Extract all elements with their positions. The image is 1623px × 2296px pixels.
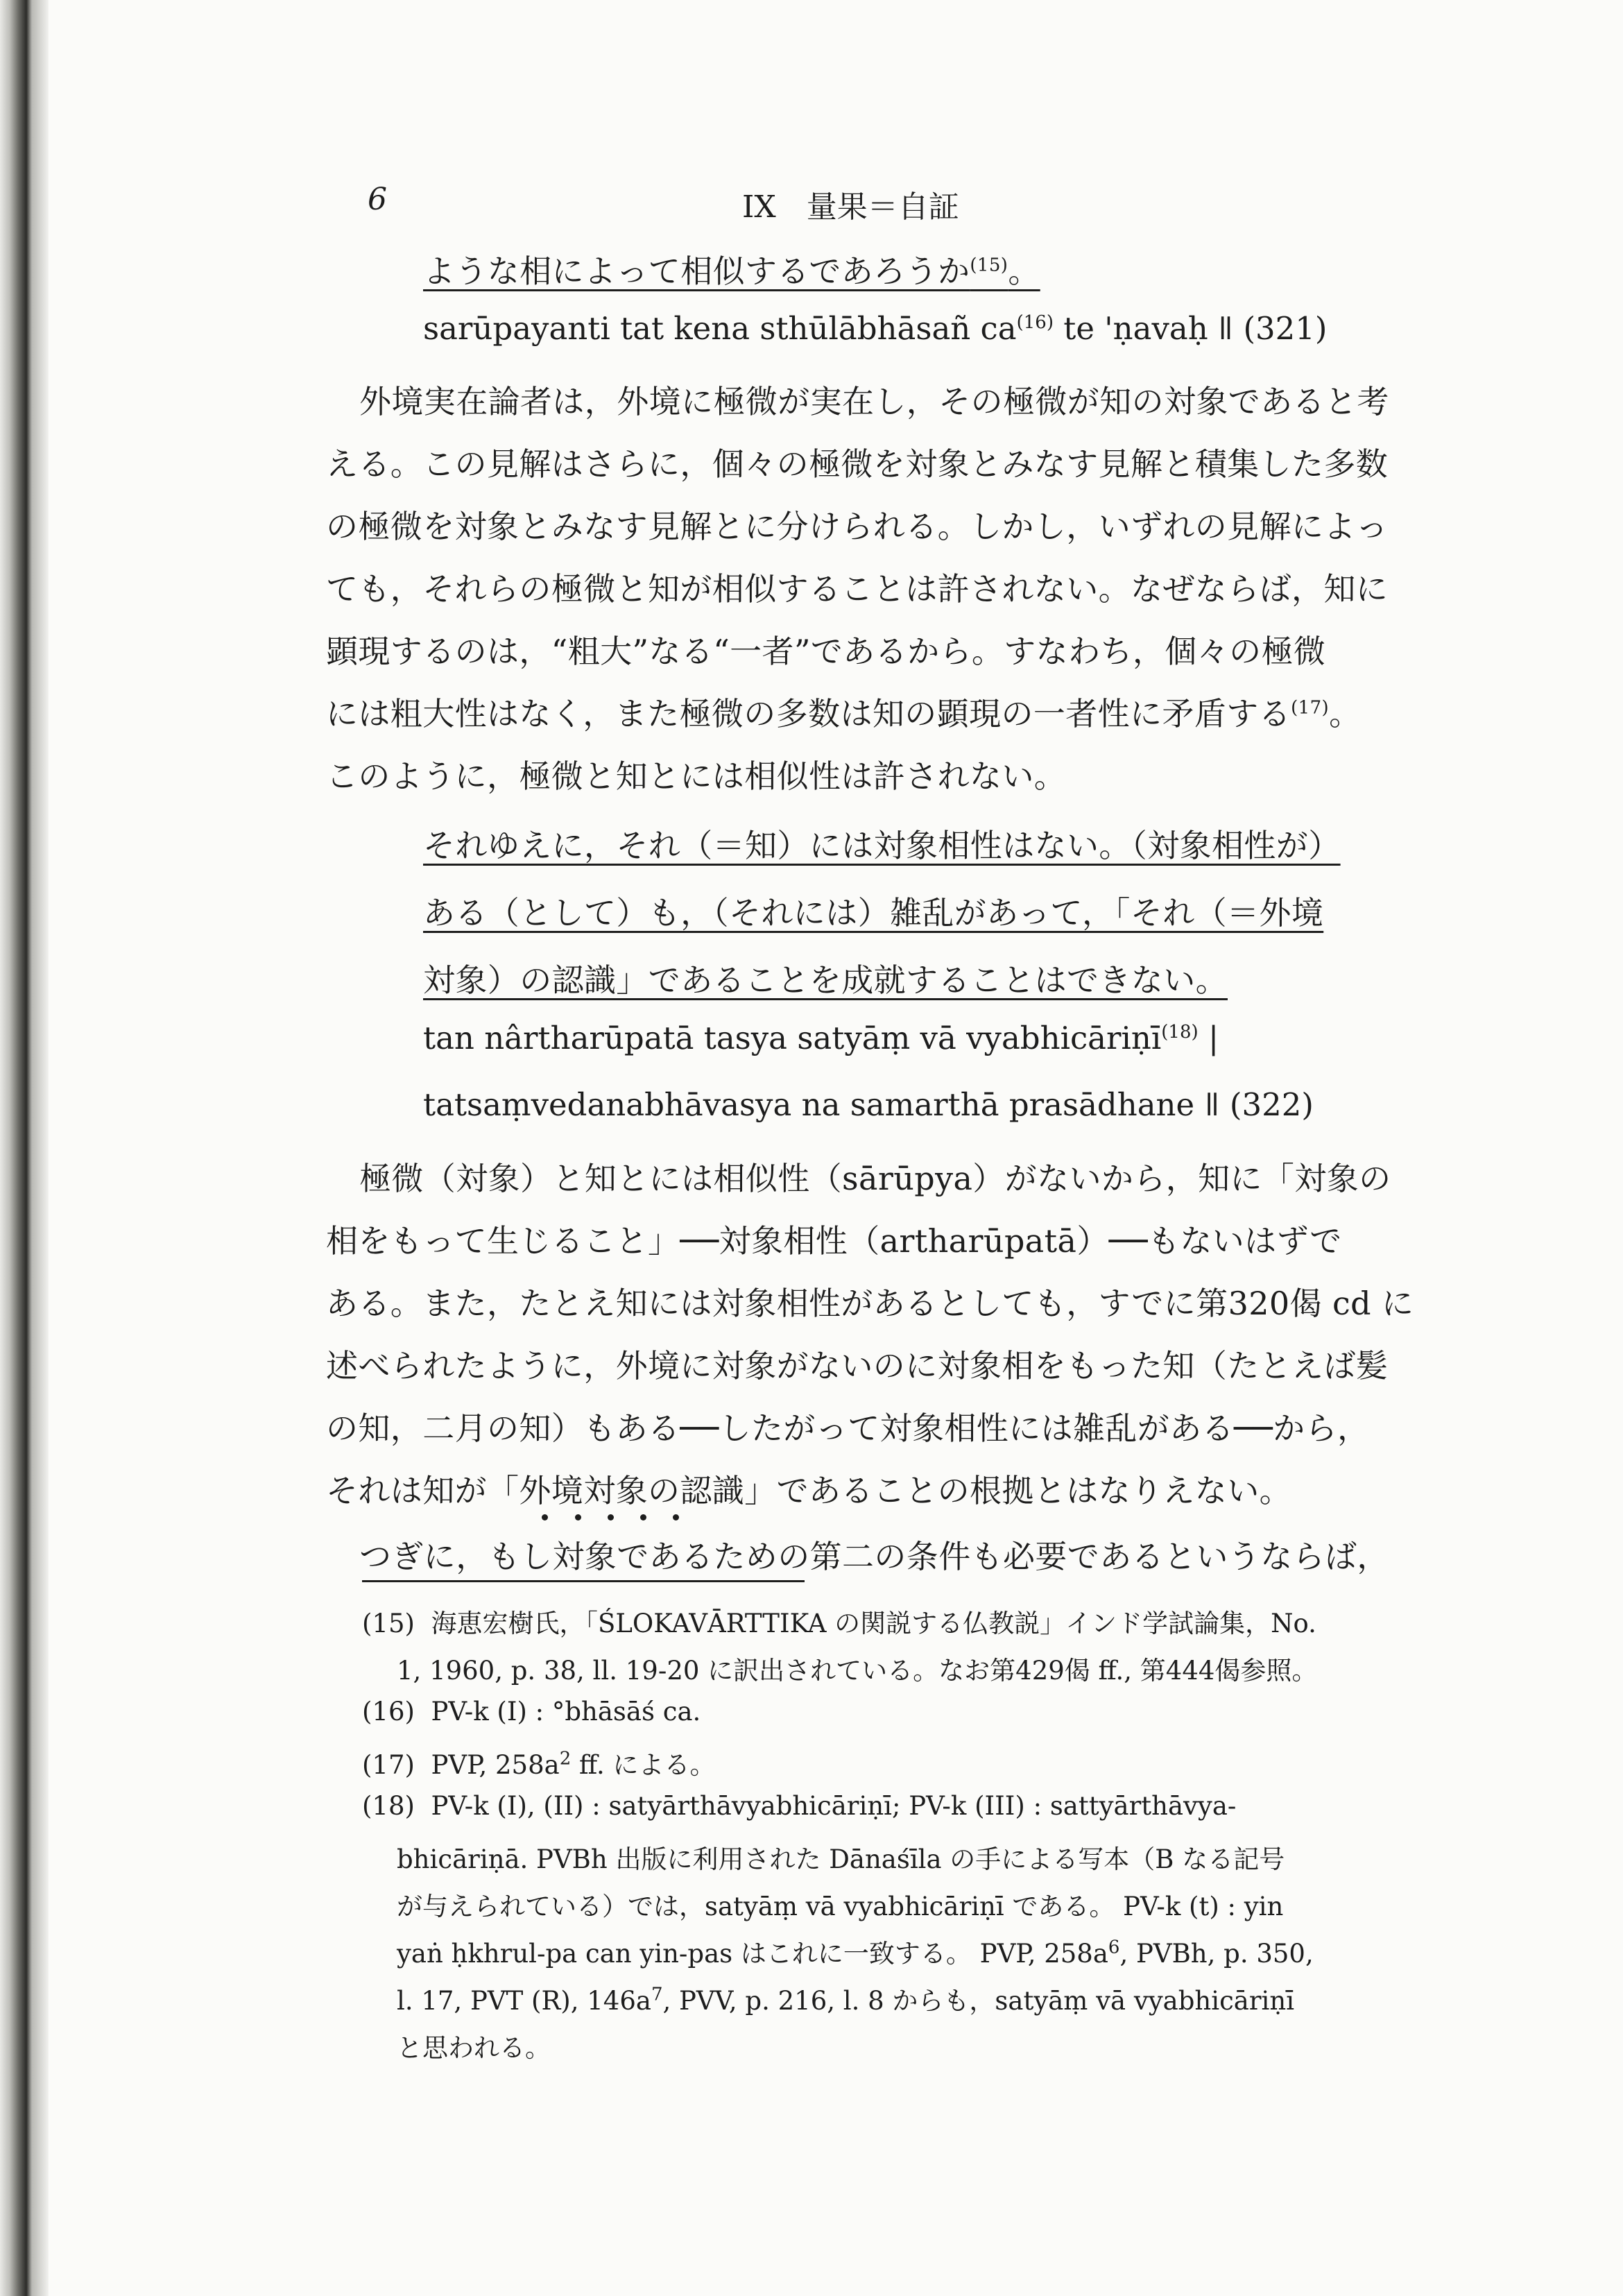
commentary-line: ある。また，たとえ知には対象相性があるとしても，すでに第320偈 cd に	[326, 1285, 1414, 1322]
translation-322-line: ある（として）も，（それには）雑乱があって，「それ（＝外境	[423, 894, 1324, 932]
commentary-line: 述べられたように，外境に対象がないのに対象相をもった知（たとえば髪	[326, 1347, 1389, 1385]
commentary-line: 極微（対象）と知とには相似性（sārūpya）がないから，知に「対象の	[359, 1160, 1391, 1197]
footnote-18-cont: が与えられている）では，satyāṃ vā vyabhicāriṇī である。 PV-k (t) : yin	[397, 1892, 1284, 1921]
verse-322-b: tatsaṃvedanabhāvasya na samarthā prasādhane ǁ (322)	[423, 1086, 1314, 1123]
page-number: 6	[368, 182, 387, 217]
footnote-ref-15[interactable]: (15)	[970, 255, 1008, 276]
commentary-line: ても，それらの極微と知が相似することは許されない。なぜならば，知に	[326, 570, 1389, 608]
verse-322-a: tan nârtharūpatā tasya satyāṃ vā vyabhicāriṇī$^{(18)}$ |	[423, 1020, 1219, 1056]
footnote-rule	[362, 1580, 805, 1582]
commentary-line: の知，二月の知）もある──したがって対象相性には雑乱がある──から，	[326, 1410, 1370, 1447]
footnote-15-cont: 1, 1960, p. 38, ll. 19-20 に訳出されている。なお第429偈 ff., 第444偈参照。	[397, 1656, 1318, 1686]
translation-322-line: 対象）の認識」であることを成就することはできない。	[423, 961, 1228, 999]
emphasis-dot	[640, 1514, 646, 1520]
footnote-15: (15) 海恵宏樹氏，「ŚLOKAVĀRTTIKA の関説する仏教説」インド学試論集，No.	[362, 1609, 1316, 1638]
commentary-line: える。この見解はさらに，個々の極微を対象とみなす見解と積集した多数	[326, 445, 1389, 483]
emphasis-dot	[575, 1514, 581, 1520]
commentary-line: それは知が「外境対象の認識」であることの根拠とはなりえない。	[326, 1472, 1291, 1509]
footnote-18-cont: と思われる。	[397, 2033, 551, 2063]
footnote-17: (17) PVP, $258a^2$ ff. による。	[362, 1748, 716, 1780]
commentary-line: 顕現するのは，“粗大”なる“一者”であるから。すなわち，個々の極微	[326, 633, 1326, 670]
footnote-ref-16[interactable]: (16)	[1016, 312, 1054, 333]
commentary-line: には粗大性はなく，また極微の多数は知の顕現の一者性に矛盾する$^{(17)}$。	[326, 695, 1362, 733]
verse-321: sarūpayanti tat kena sthūlābhāsañ $ca^{(16)}$ te 'ṇavaḥ ǁ (321)	[423, 310, 1328, 347]
emphasis-dot	[673, 1514, 679, 1520]
footnote-18-cont: l. 17, PVT (R), $146a^7$, PVV, p. 216, l. 8 からも，satyāṃ vā vyabhicāriṇī	[397, 1984, 1295, 2016]
commentary-line: このように，極微と知とには相似性は許されない。	[326, 757, 1067, 795]
commentary-line: つぎに，もし対象であるための第二の条件も必要であるというならば，	[359, 1538, 1389, 1575]
commentary-line: の極微を対象とみなす見解とに分けられる。しかし，いずれの見解によっ	[326, 508, 1389, 545]
footnote-18-cont: bhicāriṇā. PVBh 出版に利用された Dānaśīla の手による写本（B なる記号	[397, 1844, 1285, 1874]
commentary-line: 相をもって生じること」──対象相性（artharūpatā）──もないはずで	[326, 1222, 1342, 1260]
translation-321-ending: ような相によって相似するであろうか$^{(15)}$。	[423, 252, 1040, 290]
footnote-18-cont: yaṅ ḥkhrul-pa can yin-pas はこれに一致する。 PVP, $258a^6$, PVBh, p. 350,	[397, 1937, 1314, 1969]
running-head: IX 量果＝自証	[742, 189, 959, 225]
footnote-ref-17[interactable]: (17)	[1291, 697, 1330, 719]
footnote-16: (16) PV-k (I) : °bhāsāś ca.	[362, 1697, 701, 1727]
emphasis-dot	[542, 1514, 548, 1520]
emphasis-dot	[608, 1514, 614, 1520]
footnote-ref-18[interactable]: (18)	[1161, 1022, 1199, 1043]
translation-322-line: それゆえに，それ（＝知）には対象相性はない。（対象相性が）	[423, 827, 1341, 864]
commentary-line: 外境実在論者は，外境に極微が実在し，その極微が知の対象であると考	[359, 383, 1389, 420]
scan-binding-edge	[0, 0, 49, 2296]
footnote-18: (18) PV-k (I), (II) : satyārthāvyabhicāriṇī; PV-k (III) : sattyārthāvya-	[362, 1791, 1237, 1821]
